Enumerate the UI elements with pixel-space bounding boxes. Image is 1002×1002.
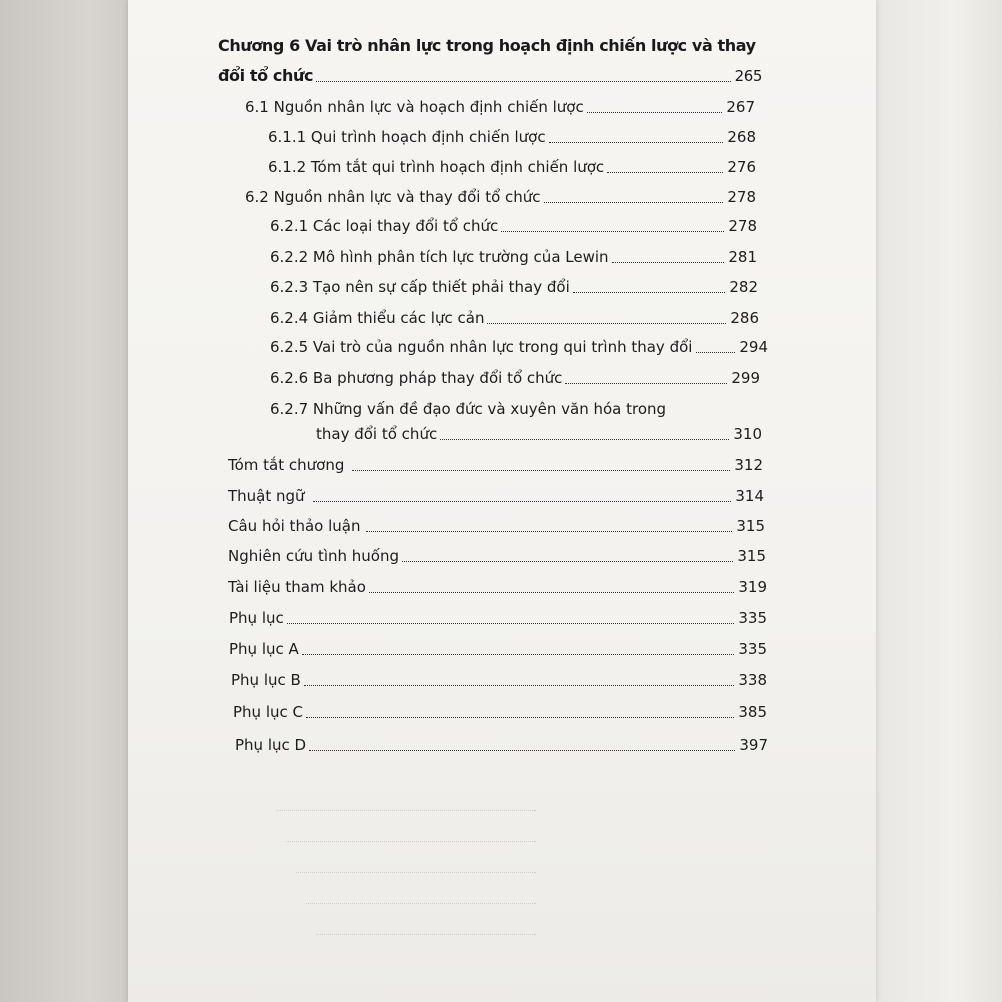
- dot-leader: [565, 383, 727, 384]
- entry-label: 6.2.2 Mô hình phân tích lực trường của Lewin: [270, 248, 609, 266]
- toc-section: [228, 517, 765, 535]
- dot-leader: [369, 592, 734, 593]
- section-label: Câu hỏi thảo luận: [228, 517, 361, 535]
- toc-section: [231, 671, 767, 689]
- page-number: 294: [739, 338, 768, 356]
- dot-leader: [549, 142, 724, 143]
- dot-leader: [402, 561, 733, 562]
- page-number: 319: [738, 578, 767, 596]
- toc-section: [229, 609, 767, 627]
- dot-leader: [313, 501, 732, 502]
- toc-entry: [270, 309, 759, 327]
- page-number: 286: [730, 309, 759, 327]
- dot-leader: [501, 231, 724, 232]
- dot-leader: [304, 685, 735, 686]
- dot-leader: [607, 172, 723, 173]
- toc-section: [233, 703, 767, 721]
- chapter-title-continued: [218, 66, 762, 85]
- page-number: 312: [734, 456, 763, 474]
- dot-leader: [287, 623, 735, 624]
- dot-leader: [366, 531, 732, 532]
- page-number: 268: [727, 128, 756, 146]
- toc-section: [228, 456, 763, 474]
- toc-entry: [245, 98, 755, 116]
- page-number: 335: [738, 640, 767, 658]
- section-label: Thuật ngữ: [228, 487, 305, 505]
- page-number: 310: [733, 425, 762, 443]
- toc-entry: [270, 217, 757, 235]
- toc-section: [229, 640, 767, 658]
- section-label: Phụ lục B: [231, 671, 301, 689]
- section-label: Tóm tắt chương: [228, 456, 345, 474]
- section-label: Tài liệu tham khảo: [228, 578, 366, 596]
- entry-label: 6.1.2 Tóm tắt qui trình hoạch định chiến lược: [268, 158, 605, 176]
- toc-section: [228, 547, 766, 565]
- section-label: Phụ lục D: [235, 736, 307, 754]
- toc-entry-627: [316, 425, 762, 443]
- page-number: 278: [727, 188, 756, 206]
- page-number: 276: [727, 158, 756, 176]
- entry-label: 6.2.5 Vai trò của nguồn nhân lực trong qui trình thay đổi: [270, 338, 693, 356]
- dot-leader: [316, 81, 731, 82]
- section-label: Phụ lục A: [229, 640, 299, 658]
- chapter-title-line2: đổi tổ chức: [218, 66, 314, 85]
- toc-entry: [270, 248, 757, 266]
- dot-leader: [352, 470, 730, 471]
- entry-label: 6.1 Nguồn nhân lực và hoạch định chiến lược: [245, 98, 584, 116]
- page-number: 265: [734, 67, 762, 85]
- section-label: Phụ lục: [229, 609, 284, 627]
- toc-entry-627-line1: 6.2.7 Những vấn đề đạo đức và xuyên văn hóa trong: [270, 400, 667, 418]
- chapter-title: Chương 6 Vai trò nhân lực trong hoạch định chiến lược và thay: [218, 36, 756, 55]
- dot-leader: [587, 112, 723, 113]
- toc-section: [228, 487, 764, 505]
- dot-leader: [302, 654, 735, 655]
- section-label: Phụ lục C: [233, 703, 303, 721]
- page-number: 315: [736, 517, 765, 535]
- entry-label: 6.2.6 Ba phương pháp thay đổi tổ chức: [270, 369, 563, 387]
- section-label: Nghiên cứu tình huống: [228, 547, 399, 565]
- toc-section: [235, 736, 768, 754]
- toc-entry: [270, 369, 760, 387]
- page-number: 397: [739, 736, 768, 754]
- toc-entry: [268, 128, 756, 146]
- dot-leader: [612, 262, 725, 263]
- dot-leader: [306, 717, 734, 718]
- toc-entry: [270, 338, 768, 356]
- page-number: 335: [738, 609, 767, 627]
- dot-leader: [696, 352, 735, 353]
- page-number: 315: [737, 547, 766, 565]
- entry-label: 6.2.4 Giảm thiểu các lực cản: [270, 309, 485, 327]
- dot-leader: [487, 323, 726, 324]
- entry-label: 6.2 Nguồn nhân lực và thay đổi tổ chức: [245, 188, 541, 206]
- entry-label: 6.1.1 Qui trình hoạch định chiến lược: [268, 128, 546, 146]
- toc-entry: [245, 188, 756, 206]
- page-number: 281: [728, 248, 757, 266]
- dot-leader: [573, 292, 726, 293]
- page-number: 278: [728, 217, 757, 235]
- page-number: 267: [726, 98, 755, 116]
- entry-label: 6.2.1 Các loại thay đổi tổ chức: [270, 217, 499, 235]
- page-number: 385: [738, 703, 767, 721]
- page-number: 299: [731, 369, 760, 387]
- entry-label: thay đổi tổ chức: [316, 425, 438, 443]
- page-number: 282: [729, 278, 758, 296]
- toc-entry: [268, 158, 756, 176]
- page-number: 338: [738, 671, 767, 689]
- page-number: 314: [735, 487, 764, 505]
- toc-section: [228, 578, 767, 596]
- entry-label: 6.2.3 Tạo nên sự cấp thiết phải thay đổi: [270, 278, 570, 296]
- toc-entry: [270, 278, 758, 296]
- dot-leader: [440, 439, 729, 440]
- dot-leader: [309, 750, 735, 751]
- dot-leader: [544, 202, 724, 203]
